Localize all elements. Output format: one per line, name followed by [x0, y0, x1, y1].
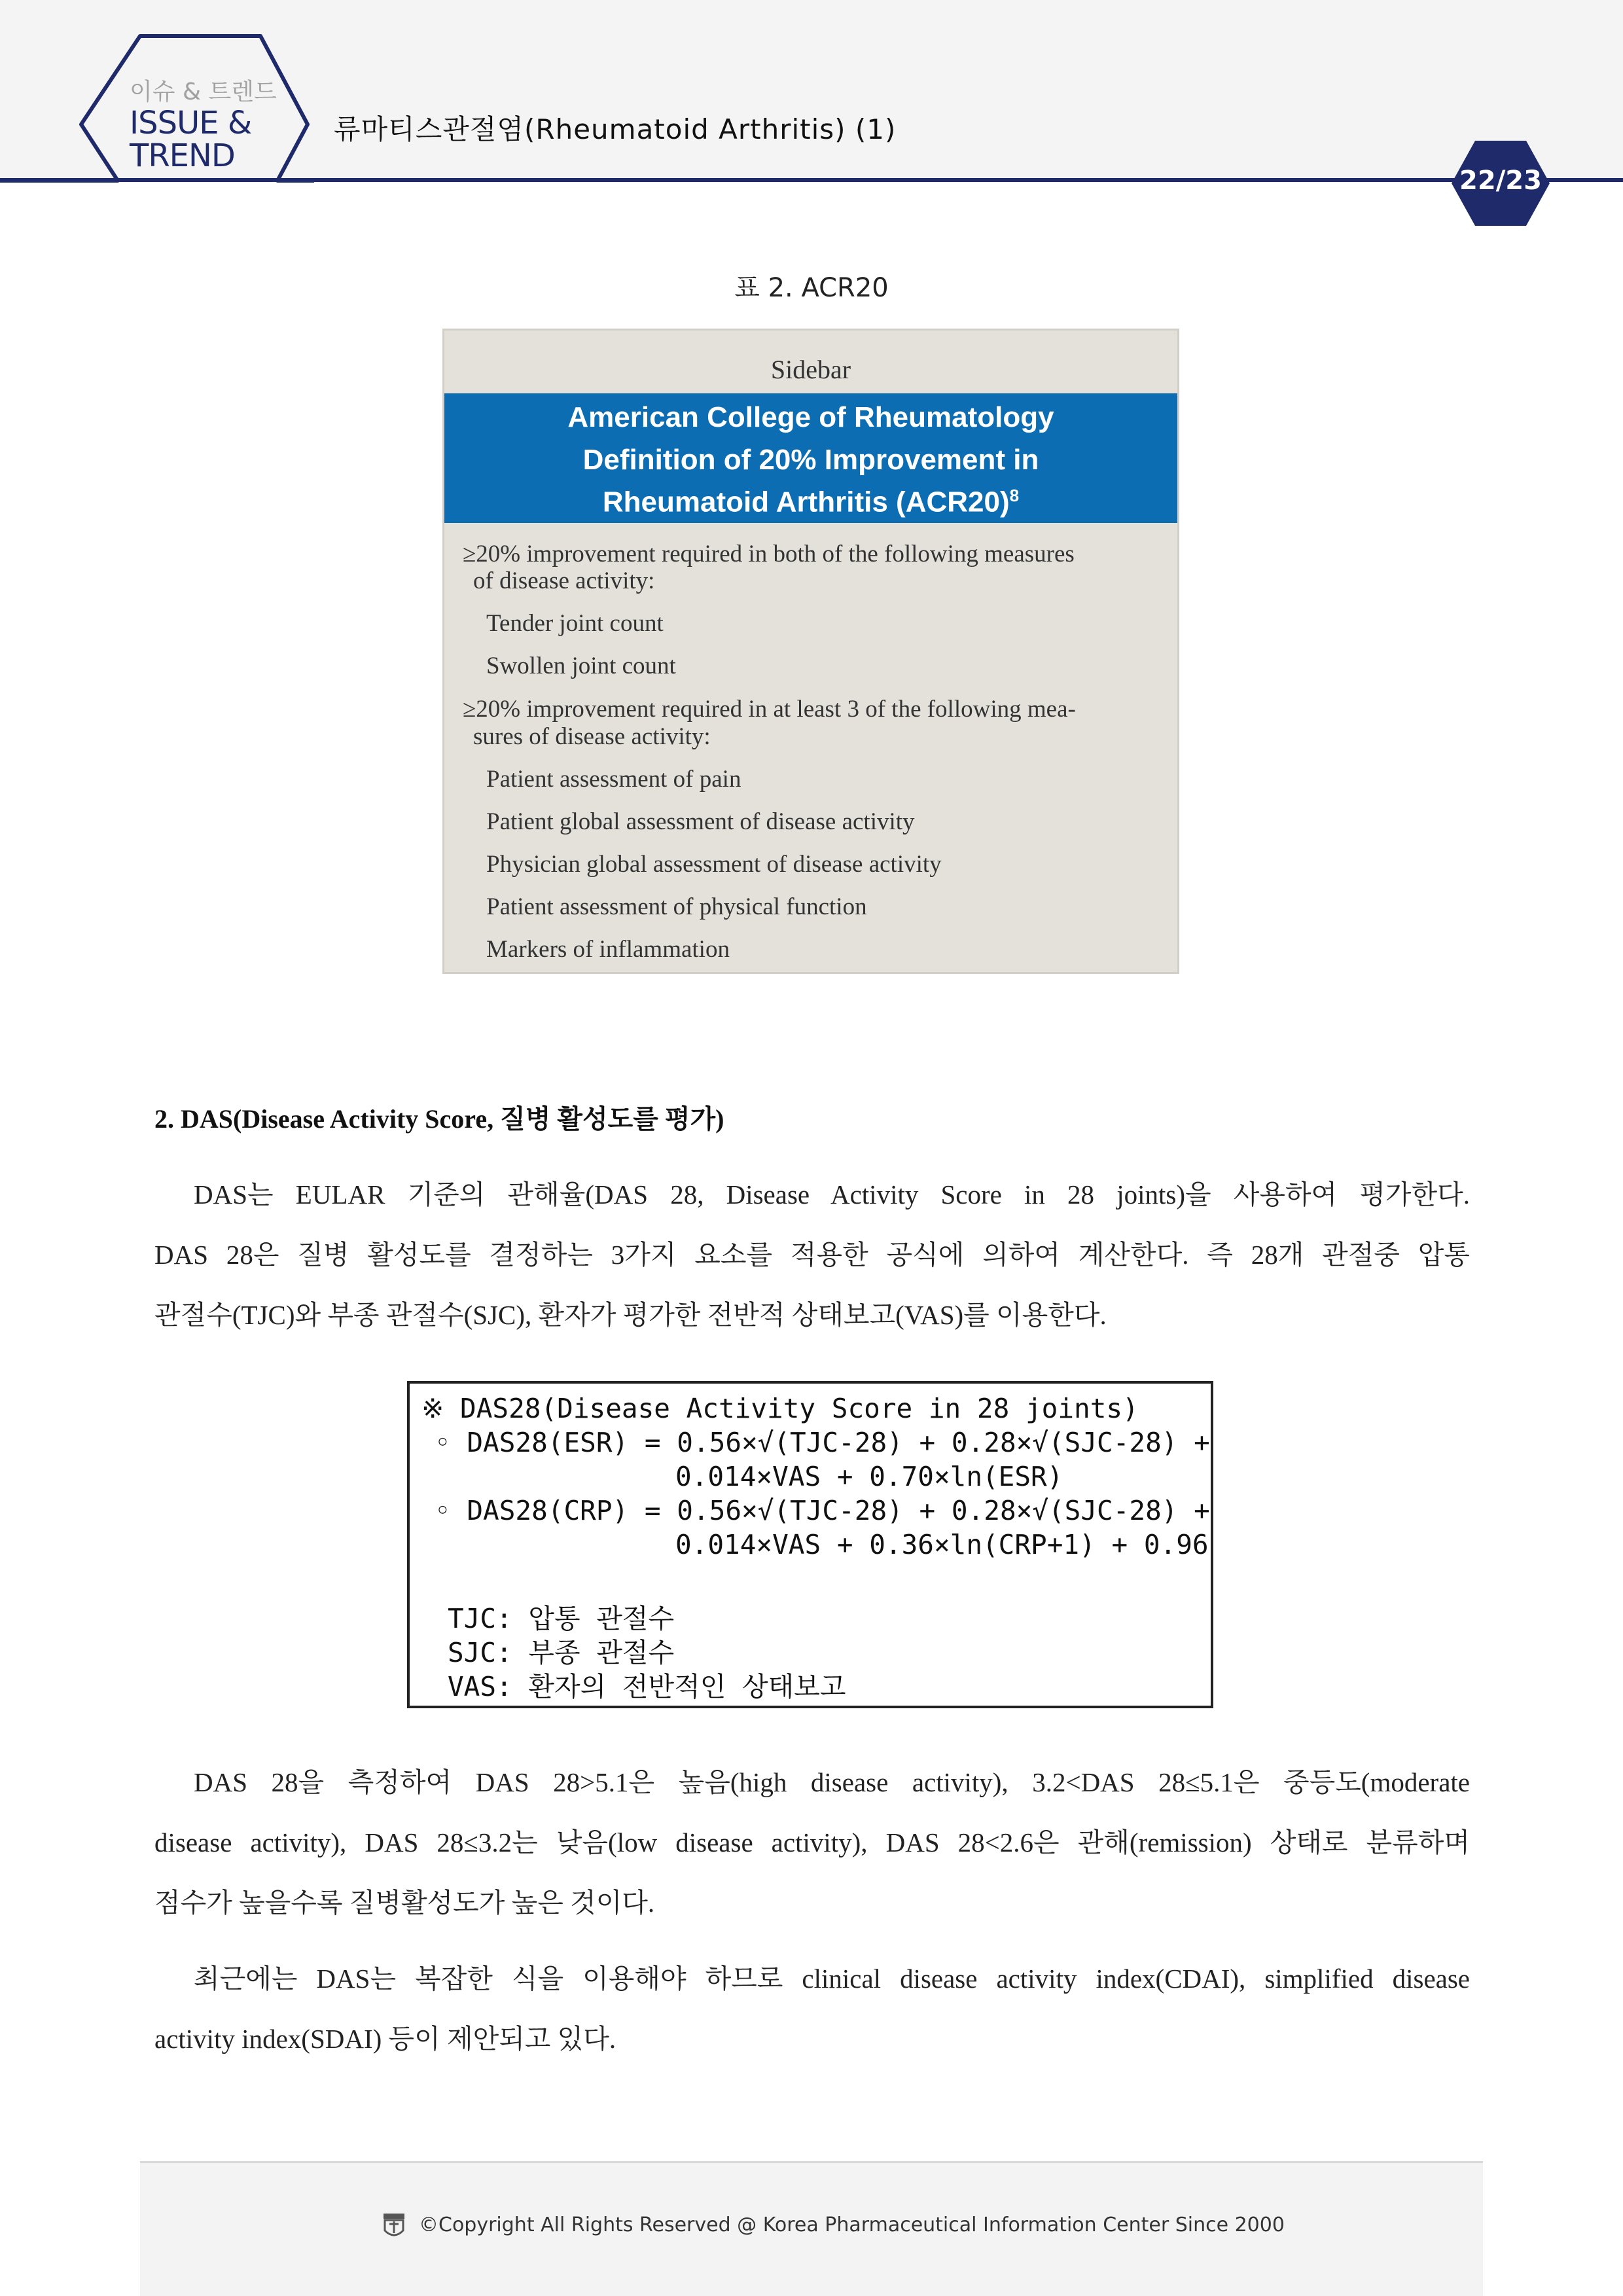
sidebar-title-band	[444, 393, 1177, 523]
issue-trend-badge	[0, 0, 314, 190]
sidebar-criterion: ≥20% improvement required in at least 3 of the following mea-	[463, 696, 1076, 723]
badge-trend-label: TREND	[130, 137, 235, 174]
sidebar-measure: Patient global assessment of disease activity	[486, 808, 915, 835]
sidebar-measure: Tender joint count	[486, 610, 664, 637]
formula-legend-vas: VAS: 환자의 전반적인 상태보고	[448, 1671, 846, 1702]
formula-crp-line: 0.014×VAS + 0.36×ln(CRP+1) + 0.96	[675, 1529, 1209, 1560]
paragraph-line: disease activity), DAS 28≤3.2는 낮음(low disease activity), DAS 28<2.6은 관해(remission) 상태로 분류하며	[154, 1827, 1470, 1857]
sidebar-measure: Patient assessment of physical function	[486, 893, 867, 920]
sidebar-criterion: ≥20% improvement required in both of the following measures	[463, 541, 1075, 567]
page-number: 22/23	[1459, 166, 1542, 196]
formula-legend-tjc: TJC: 압통 관절수	[448, 1603, 675, 1634]
page-title: 류마티스관절염(Rheumatoid Arthritis) (1)	[334, 113, 897, 145]
das28-formula-box	[407, 1381, 1213, 1708]
page-number-badge	[1452, 141, 1550, 226]
formula-esr-line: ◦ DAS28(ESR) = 0.56×√(TJC-28) + 0.28×√(SJC-28) +	[435, 1427, 1210, 1458]
paragraph-line: activity index(SDAI) 등이 제안되고 있다.	[154, 2024, 616, 2054]
paragraph-line: 관절수(TJC)와 부종 관절수(SJC), 환자가 평가한 전반적 상태보고(VAS)를 이용한다.	[154, 1300, 1107, 1330]
acr20-sidebar-figure	[442, 329, 1179, 974]
sidebar-measure: Swollen joint count	[486, 653, 676, 679]
badge-korean-label: 이슈 & 트렌드	[130, 79, 277, 105]
table-caption: 표 2. ACR20	[734, 273, 889, 303]
section-heading: 2. DAS(Disease Activity Score, 질병 활성도를 평가)	[154, 1104, 724, 1134]
sidebar-title-line: Definition of 20% Improvement in	[582, 444, 1039, 476]
sidebar-title-superscript: 8	[1009, 486, 1020, 505]
paragraph-line: 점수가 높을수록 질병활성도가 높은 것이다.	[154, 1888, 655, 1918]
paragraph-line: DAS 28은 질병 활성도를 결정하는 3가지 요소를 적용한 공식에 의하여 계산한다. 즉 28개 관절중 압통	[154, 1240, 1470, 1270]
kpic-logo-icon	[382, 2212, 406, 2240]
footer-copyright: ©Copyright All Rights Reserved @ Korea Pharmaceutical Information Center Since 2000	[419, 2214, 1285, 2236]
formula-esr-line: 0.014×VAS + 0.70×ln(ESR)	[675, 1461, 1063, 1492]
formula-crp-line: ◦ DAS28(CRP) = 0.56×√(TJC-28) + 0.28×√(SJC-28) +	[435, 1495, 1210, 1526]
badge-issue-label: ISSUE &	[130, 105, 252, 141]
sidebar-criterion: of disease activity:	[473, 567, 655, 594]
paragraph-line: DAS 28을 측정하여 DAS 28>5.1은 높음(high disease activity), 3.2<DAS 28≤5.1은 중등도(moderate	[194, 1767, 1470, 1797]
sidebar-title-line: American College of Rheumatology	[567, 401, 1054, 433]
formula-title: ※ DAS28(Disease Activity Score in 28 joints)	[421, 1393, 1139, 1424]
sidebar-heading: Sidebar	[770, 355, 851, 384]
sidebar-title-line: Rheumatoid Arthritis $(ACR20)^8$	[602, 486, 1020, 518]
paragraph-line: 최근에는 DAS는 복잡한 식을 이용해야 하므로 clinical disease activity index(CDAI), simplified disease	[194, 1964, 1470, 1994]
sidebar-measure: Patient assessment of pain	[486, 766, 741, 793]
sidebar-measure: Markers of inflammation	[486, 936, 730, 963]
formula-legend-sjc: SJC: 부종 관절수	[448, 1637, 675, 1668]
paragraph-line: DAS는 EULAR 기준의 관해율(DAS 28, Disease Activity Score in 28 joints)을 사용하여 평가한다.	[194, 1179, 1470, 1210]
sidebar-measure: Physician global assessment of disease activity	[486, 851, 942, 878]
sidebar-criterion: sures of disease activity:	[473, 723, 711, 750]
